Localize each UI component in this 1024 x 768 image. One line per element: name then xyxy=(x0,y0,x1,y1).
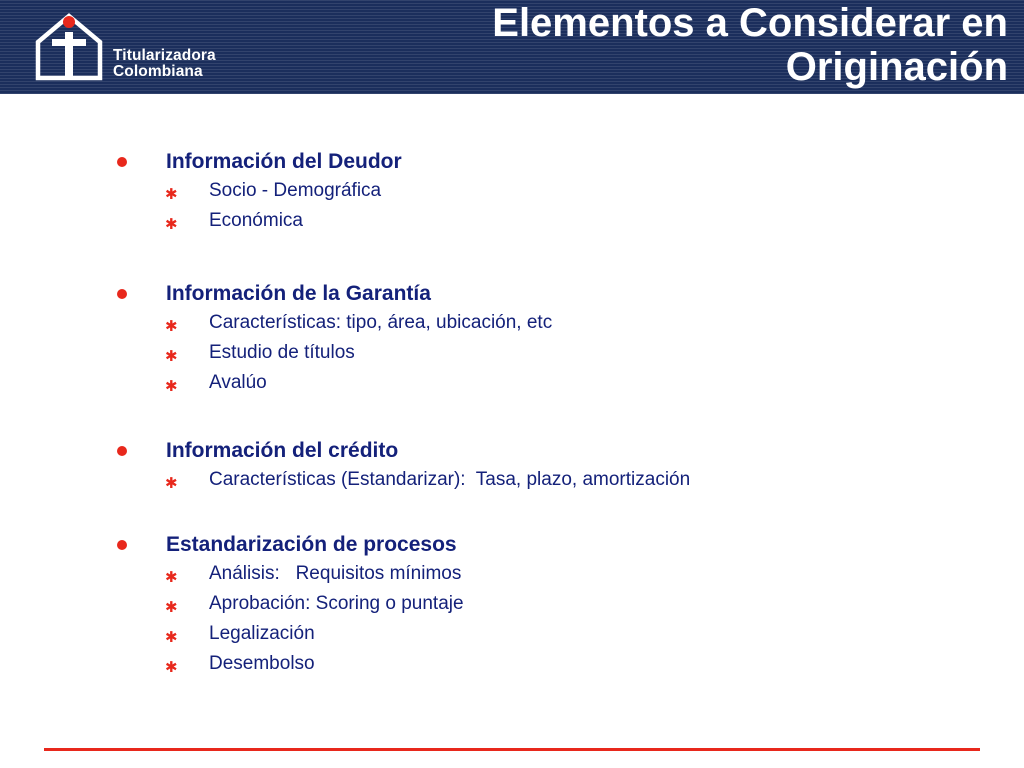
footer-divider xyxy=(44,748,980,751)
red-dot-bullet-icon xyxy=(117,157,127,167)
sub-list-item xyxy=(0,622,1024,652)
sub-list-item xyxy=(0,179,1024,209)
sub-item-label: Aprobación: Scoring o puntaje xyxy=(209,593,464,614)
sub-item-label: Características (Estandarizar): Tasa, plazo, amortización xyxy=(209,469,691,490)
red-asterisk-bullet-icon: ✱ xyxy=(165,317,178,335)
red-asterisk-bullet-icon: ✱ xyxy=(165,215,178,233)
red-asterisk-bullet-icon: ✱ xyxy=(165,628,178,646)
red-asterisk-bullet-icon: ✱ xyxy=(165,474,178,492)
red-asterisk-bullet-icon: ✱ xyxy=(165,377,178,395)
red-dot-bullet-icon xyxy=(117,446,127,456)
brand-line-2: Colombiana xyxy=(113,63,203,80)
main-item-label: Estandarización de procesos xyxy=(166,533,457,556)
section-procesos xyxy=(0,531,1024,682)
main-list-item xyxy=(0,437,1024,468)
main-list-item xyxy=(0,280,1024,311)
red-asterisk-bullet-icon: ✱ xyxy=(165,347,178,365)
sub-item-label: Análisis: Requisitos mínimos xyxy=(209,563,462,584)
sub-list-item xyxy=(0,341,1024,371)
sub-item-label: Socio - Demográfica xyxy=(209,180,382,201)
red-asterisk-bullet-icon: ✱ xyxy=(165,568,178,586)
sub-list-item xyxy=(0,209,1024,239)
sub-list-item xyxy=(0,371,1024,401)
red-dot-bullet-icon xyxy=(117,540,127,550)
sub-item-label: Características: tipo, área, ubicación, etc xyxy=(209,312,553,333)
sub-list-item xyxy=(0,652,1024,682)
sub-list-item xyxy=(0,311,1024,341)
sub-list-item xyxy=(0,592,1024,622)
section-credito xyxy=(0,437,1024,498)
sub-item-label: Económica xyxy=(209,210,303,231)
sub-item-label: Legalización xyxy=(209,623,315,644)
main-list-item xyxy=(0,531,1024,562)
sub-list-item xyxy=(0,468,1024,498)
main-list-item xyxy=(0,148,1024,179)
sub-item-label: Avalúo xyxy=(209,372,267,393)
sub-list-item xyxy=(0,562,1024,592)
main-item-label: Información del Deudor xyxy=(166,150,402,173)
sub-item-label: Desembolso xyxy=(209,653,315,674)
slide-title-line-1: Elementos a Considerar en xyxy=(492,1,1008,45)
red-dot-bullet-icon xyxy=(117,289,127,299)
red-asterisk-bullet-icon: ✱ xyxy=(165,658,178,676)
slide-title-line-2: Originación xyxy=(785,45,1008,89)
main-item-label: Información del crédito xyxy=(166,439,399,462)
section-deudor xyxy=(0,148,1024,239)
sub-item-label: Estudio de títulos xyxy=(209,342,355,363)
main-item-label: Información de la Garantía xyxy=(166,282,431,305)
red-asterisk-bullet-icon: ✱ xyxy=(165,185,178,203)
brand-line-1: Titularizadora xyxy=(113,47,216,64)
section-garantia xyxy=(0,280,1024,401)
red-asterisk-bullet-icon: ✱ xyxy=(165,598,178,616)
